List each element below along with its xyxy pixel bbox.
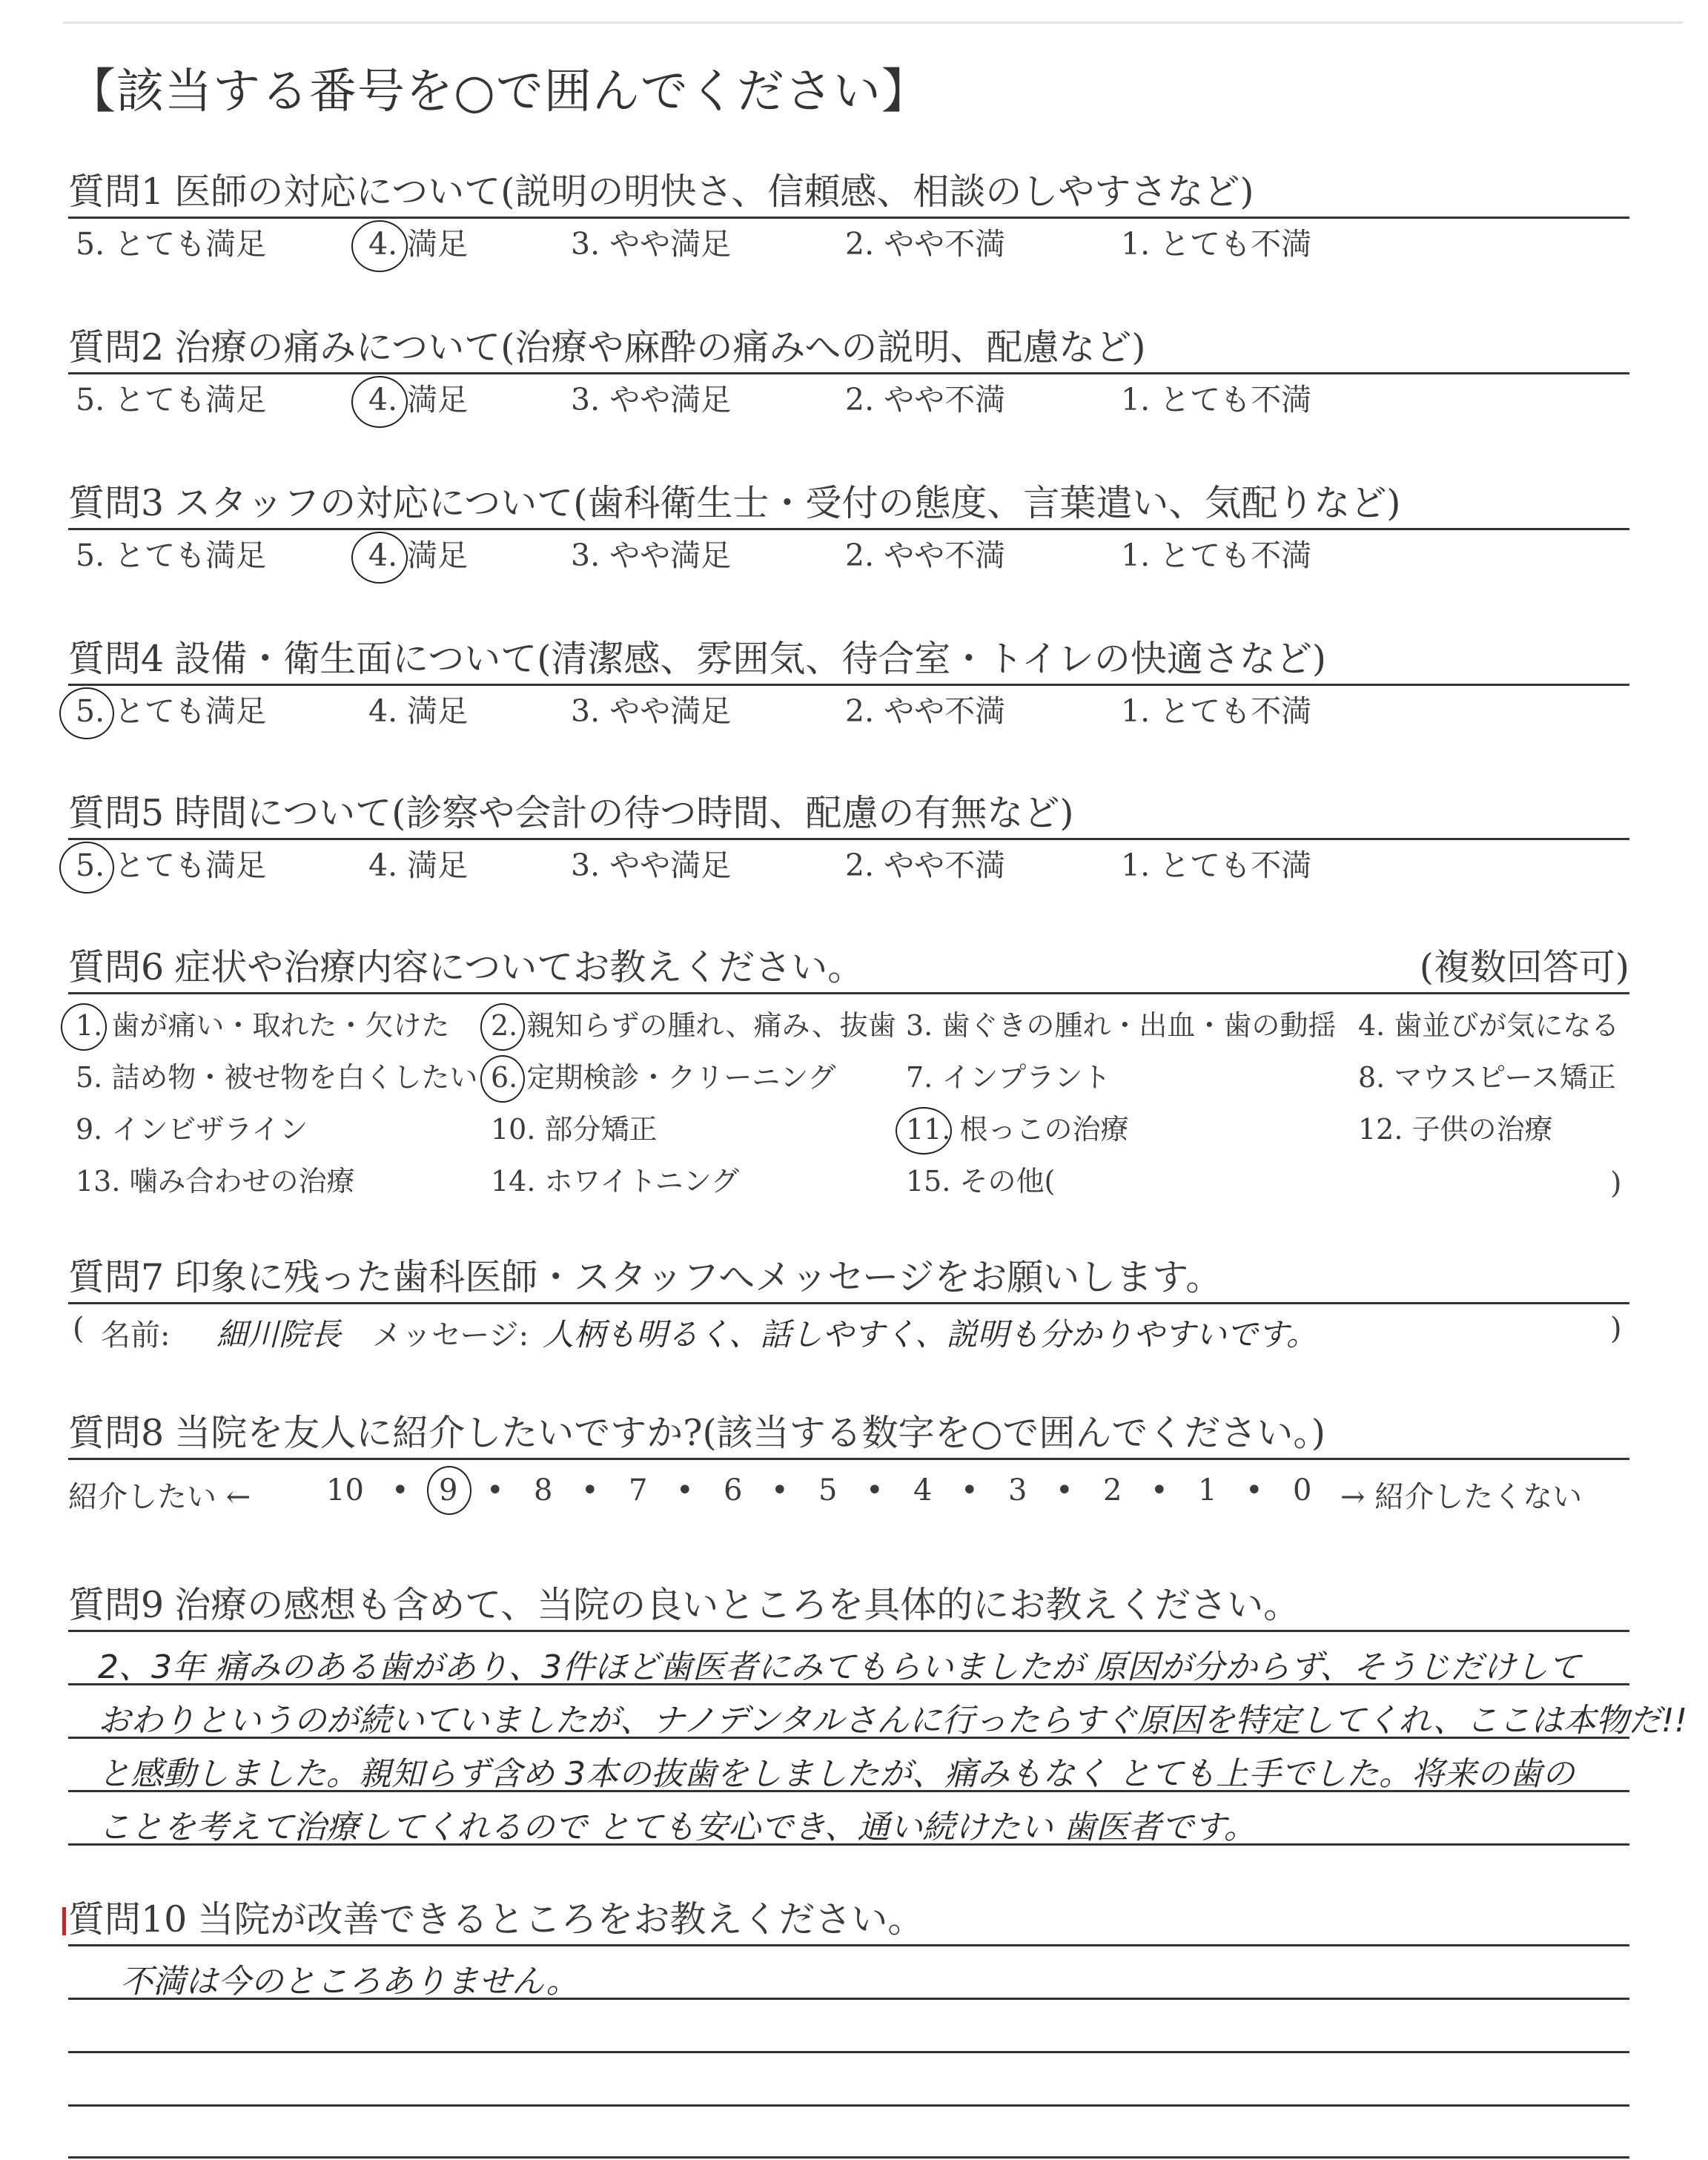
answer-line-1[interactable]: 2、3年 痛みのある歯があり、3件ほど歯医者にみてもらいましたが 原因が分からず、そうじだけして xyxy=(98,1648,1581,1686)
option-2[interactable]: 2. やや不満 xyxy=(845,226,1006,262)
question-text: 設備・衛生面について(清潔感、雰囲気、待合室・トイレの快適さなど) xyxy=(174,638,1326,680)
option-3[interactable]: 3. やや満足 xyxy=(571,693,732,729)
option-5[interactable]: 5. とても満足 xyxy=(76,848,267,883)
question-8 xyxy=(68,1409,1629,1527)
question-title xyxy=(68,479,1629,528)
option-10[interactable]: 10. 部分矯正 xyxy=(491,1113,658,1146)
question-text: 症状や治療内容についてお教えください。 xyxy=(174,946,864,988)
scale-dot: • xyxy=(391,1473,409,1507)
question-title xyxy=(68,943,1629,992)
message-label: メッセージ: xyxy=(372,1318,529,1353)
scale-dot: • xyxy=(486,1473,504,1507)
options-row xyxy=(68,530,1629,582)
option-7[interactable]: 7. インプラント xyxy=(906,1061,1111,1094)
question-4 xyxy=(68,635,1629,738)
question-number: 質問1 xyxy=(68,171,165,213)
scale-dot: • xyxy=(581,1473,599,1507)
page-header: 【該当する番号を○で囲んでください】 xyxy=(68,65,930,119)
options-row xyxy=(68,686,1629,738)
page-top-border xyxy=(63,22,1683,24)
option-4[interactable]: 4. 歯並びが気になる xyxy=(1358,1009,1620,1042)
question-7 xyxy=(68,1253,1629,1356)
rule-line xyxy=(68,2104,1629,2107)
question-number: 質問5 xyxy=(68,792,165,834)
answer-line-3[interactable]: と感動しました。親知らず含め 3本の抜歯をしましたが、痛みもなく とても上手でした。将来の歯の xyxy=(98,1755,1575,1793)
scale-7[interactable]: 7 xyxy=(629,1473,648,1507)
question-text: 当院を友人に紹介したいですか?(該当する数字を○で囲んでください。) xyxy=(174,1412,1325,1454)
option-14[interactable]: 14. ホワイトニング xyxy=(491,1165,740,1198)
question-title xyxy=(68,323,1629,372)
option-5[interactable]: 5. とても満足 xyxy=(76,382,267,417)
red-mark xyxy=(62,1907,66,1935)
option-6[interactable]: 6. 定期検診・クリーニング xyxy=(491,1061,836,1094)
option-8[interactable]: 8. マウスピース矯正 xyxy=(1358,1061,1616,1094)
question-text: 治療の感想も含めて、当院の良いところを具体的にお教えください。 xyxy=(174,1584,1300,1626)
scale-dot: • xyxy=(1056,1473,1073,1507)
question-number: 質問6 xyxy=(68,946,165,988)
question-text: 印象に残った歯科医師・スタッフへメッセージをお願いします。 xyxy=(174,1256,1222,1298)
scale-dot: • xyxy=(866,1473,884,1507)
option-11[interactable]: 11. 根っこの治療 xyxy=(906,1113,1129,1146)
question-1 xyxy=(68,168,1629,271)
other-close-paren: ) xyxy=(1610,1166,1622,1200)
options-row xyxy=(68,840,1629,892)
question-10 xyxy=(68,1895,1629,2159)
option-5[interactable]: 5. 詰め物・被せ物を白くしたい xyxy=(76,1061,478,1094)
question-title xyxy=(68,168,1629,217)
options-row xyxy=(68,374,1629,426)
option-1[interactable]: 1. 歯が痛い・取れた・欠けた xyxy=(76,1009,450,1042)
scale-dot: • xyxy=(771,1473,789,1507)
scale-5[interactable]: 5 xyxy=(818,1473,838,1507)
option-1[interactable]: 1. とても不満 xyxy=(1121,382,1312,417)
answer-lines xyxy=(68,1944,1629,2159)
option-2[interactable]: 2. やや不満 xyxy=(845,693,1006,729)
multi-answer-note: (複数回答可) xyxy=(1419,946,1629,988)
answer-line-1[interactable]: 不満は今のところありません。 xyxy=(120,1963,579,2001)
answer-lines xyxy=(68,1630,1688,1852)
scale-10[interactable]: 10 xyxy=(326,1473,364,1507)
option-5[interactable]: 5. とても満足 xyxy=(76,538,267,573)
question-2 xyxy=(68,323,1629,426)
option-1[interactable]: 1. とても不満 xyxy=(1121,848,1312,883)
option-4[interactable]: 4. 満足 xyxy=(368,848,469,883)
answer-line-2[interactable]: おわりというのが続いていましたが、ナノデンタルさんに行ったらすぐ原因を特定してくれ、ここは本物だ!! xyxy=(98,1702,1688,1740)
name-label: 名前: xyxy=(101,1318,171,1353)
scale-9[interactable]: 9 xyxy=(439,1473,458,1507)
scale-0[interactable]: 0 xyxy=(1293,1473,1312,1507)
close-paren: ) xyxy=(1610,1312,1622,1346)
question-title xyxy=(68,789,1629,838)
option-4[interactable]: 4. 満足 xyxy=(368,226,469,262)
rule-line xyxy=(68,1944,1629,1946)
scale-right-label: → 紹介したくない xyxy=(1340,1480,1583,1514)
question-text: 時間について(診察や会計の待つ時間、配慮の有無など) xyxy=(174,792,1074,834)
question-title xyxy=(68,1895,1629,1944)
option-1[interactable]: 1. とても不満 xyxy=(1121,693,1312,729)
option-3[interactable]: 3. やや満足 xyxy=(571,382,732,417)
option-12[interactable]: 12. 子供の治療 xyxy=(1358,1113,1553,1146)
open-paren: ( xyxy=(73,1312,85,1346)
question-number: 質問10 xyxy=(68,1898,188,1941)
scale-dot: • xyxy=(676,1473,694,1507)
option-3[interactable]: 3. やや満足 xyxy=(571,226,732,262)
option-2[interactable]: 2. やや不満 xyxy=(845,848,1006,883)
option-15[interactable]: 15. その他( xyxy=(906,1165,1056,1198)
question-text: 治療の痛みについて(治療や麻酔の痛みへの説明、配慮など) xyxy=(174,326,1146,369)
question-title xyxy=(68,1409,1629,1458)
question-3 xyxy=(68,479,1629,582)
question-number: 質問9 xyxy=(68,1584,165,1626)
options-grid xyxy=(68,994,1629,1209)
answer-line-4[interactable]: ことを考えて治療してくれるので とても安心でき、通い続けたい 歯医者です。 xyxy=(98,1809,1257,1846)
scale-8[interactable]: 8 xyxy=(534,1473,553,1507)
rule-line xyxy=(68,2156,1629,2159)
name-value[interactable]: 細川院長 xyxy=(216,1316,342,1353)
question-title xyxy=(68,1253,1629,1302)
question-title xyxy=(68,635,1629,684)
question-number: 質問2 xyxy=(68,326,165,369)
question-number: 質問3 xyxy=(68,482,165,524)
option-2[interactable]: 2. 親知らずの腫れ、痛み、抜歯 xyxy=(491,1009,896,1042)
options-row xyxy=(68,219,1629,271)
option-2[interactable]: 2. やや不満 xyxy=(845,538,1006,573)
option-3[interactable]: 3. やや満足 xyxy=(571,848,732,883)
option-13[interactable]: 13. 噛み合わせの治療 xyxy=(76,1165,355,1198)
question-title xyxy=(68,1581,1629,1630)
scale-2[interactable]: 2 xyxy=(1103,1473,1122,1507)
question-5 xyxy=(68,789,1629,892)
option-4[interactable]: 4. 満足 xyxy=(368,693,469,729)
question-text: 当院が改善できるところをお教えください。 xyxy=(197,1898,924,1941)
rule-line xyxy=(68,2051,1629,2053)
scale-dot: • xyxy=(961,1473,979,1507)
scale-1[interactable]: 1 xyxy=(1198,1473,1217,1507)
scale-6[interactable]: 6 xyxy=(724,1473,743,1507)
scale-dot: • xyxy=(1245,1473,1263,1507)
option-9[interactable]: 9. インビザライン xyxy=(76,1113,308,1146)
question-6 xyxy=(68,943,1629,1209)
question-text: 医師の対応について(説明の明快さ、信頼感、相談のしやすさなど) xyxy=(174,171,1254,213)
option-5[interactable]: 5. とても満足 xyxy=(76,226,267,262)
scale-3[interactable]: 3 xyxy=(1008,1473,1027,1507)
option-4[interactable]: 4. 満足 xyxy=(368,382,469,417)
option-3[interactable]: 3. 歯ぐきの腫れ・出血・歯の動揺 xyxy=(906,1009,1337,1042)
scale-left-label: 紹介したい ← xyxy=(68,1480,251,1514)
question-text: スタッフの対応について(歯科衛生士・受付の態度、言葉遣い、気配りなど) xyxy=(174,482,1401,524)
question-number: 質問8 xyxy=(68,1412,165,1454)
message-value[interactable]: 人柄も明るく、話しやすく、説明も分かりやすいです。 xyxy=(543,1316,1317,1353)
option-1[interactable]: 1. とても不満 xyxy=(1121,226,1312,262)
scale-4[interactable]: 4 xyxy=(913,1473,933,1507)
scale-dot: • xyxy=(1151,1473,1168,1507)
question-9 xyxy=(68,1581,1688,1852)
option-1[interactable]: 1. とても不満 xyxy=(1121,538,1312,573)
message-row xyxy=(68,1304,1629,1356)
option-5[interactable]: 5. とても満足 xyxy=(76,693,267,729)
option-4[interactable]: 4. 満足 xyxy=(368,538,469,573)
recommend-scale xyxy=(68,1460,1629,1527)
question-number: 質問4 xyxy=(68,638,165,680)
question-number: 質問7 xyxy=(68,1256,165,1298)
option-2[interactable]: 2. やや不満 xyxy=(845,382,1006,417)
rule-line xyxy=(68,1630,1629,1632)
option-3[interactable]: 3. やや満足 xyxy=(571,538,732,573)
